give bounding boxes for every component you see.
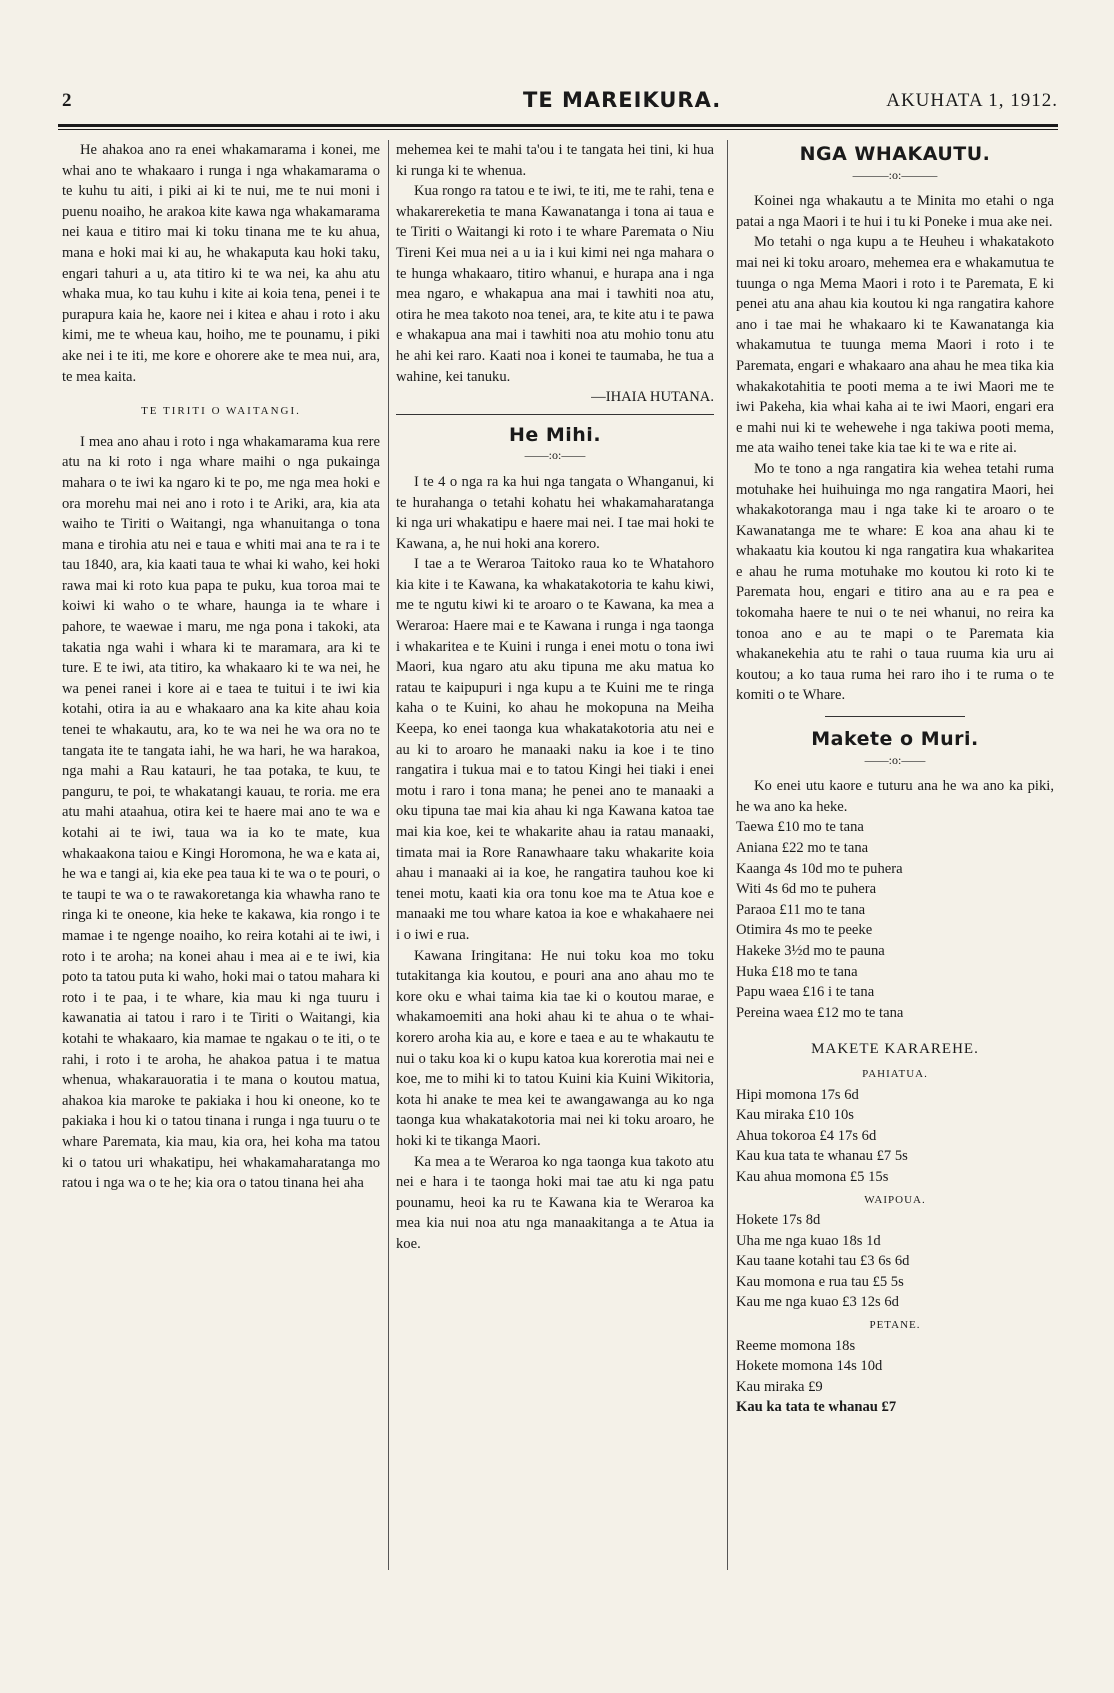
town-subheading: PETANE. — [869, 1319, 921, 1332]
price-item: Reeme momona 18s — [736, 1337, 856, 1354]
price-item: Taewa £10 mo te tana — [736, 819, 864, 836]
column-3 — [736, 140, 1054, 1418]
masthead-rule — [58, 124, 1058, 127]
price-item: Kau momona e rua tau £5 5s — [736, 1273, 904, 1290]
price-item: Otimira 4s mo te peeke — [736, 922, 873, 939]
column-2 — [396, 140, 714, 1254]
masthead-rule-thin — [58, 129, 1058, 130]
price-item: Hokete momona 14s 10d — [736, 1358, 883, 1375]
article-paragraph: Kawana Iringitana: He nui toku koa mo toku tutakitanga kia koutou, e pouri ana ano ahau mo te kore oku e whai taima kia tae ki o koutou marae, e whakamoemiti ana hoki ahau ki te ahua o te whai-korero aroha kia au, e kore e taea e au te whakautu te nui o taku koa ki o kupu katoa kua korerotia mai nei e koe, me to mihi ki to tatou Kuini kia Kuini Wikitoria, kota hi anake te mea kei te awangawanga au ko nga taonga kua whakatakotoria mai nei ki toku aroaro, he hoki ki te tikanga Maori. — [396, 947, 714, 1149]
price-item: Kau kua tata te whanau £7 5s — [736, 1148, 908, 1165]
town-subheading: PAHIATUA. — [862, 1067, 928, 1080]
issue-date: AKUHATA 1, 1912. — [886, 90, 1058, 111]
price-list — [736, 1085, 1054, 1188]
price-item: Kau taane kotahi tau £3 6s 6d — [736, 1253, 910, 1270]
article-paragraph: I tae a te Weraroa Taitoko raua ko te Whatahoro kia kite i te Kawana, ka whakatakotoria te kahu kiwi, me te ngutu kiwi ki te aroaro o te Kawana, ka mea a Weraroa: Haere mai e te Kawana i runga i nga taonga i whakaritea e te Kuini i runga i enei motu o tona iwi Maori, kua ngaro atu aku tipuna me aku matua ko ratau te kaipupuri i nga kupu a te Kuini me te ringa kaha o te Kuini, ko ahau he mokopuna na Meiha Keepa, ko enei taonga kua whakatakotoria atu nei e au ki to aroaro he manaaki naku ia koe i te tino rangatira i tukua mai e to tatou Kingi hei tiaki i enei motu i raro i tona mana; he penei ano te manaaki a oku tipuna tae mai kia ahau ki nga Kawana katoa tae mai kia koe, kei te whakarite ahau ia ratau manaaki, timata mai ia Rore Ranawhaare taku whakarite koia ahau i manaaki ai ia koe, he rangatira tauhou koe ki tenei motu, kaati kia ora tonu koe ma te Atua koe e manaaki me tou whare katoa ia koe e whakahaere nei i o iwi e rua. — [396, 556, 714, 943]
price-item: Kau me nga kuao £3 12s 6d — [736, 1294, 899, 1311]
price-list — [736, 817, 1054, 1023]
price-list — [736, 1210, 1054, 1313]
price-item: Kau miraka £9 — [736, 1378, 823, 1395]
newspaper-title: TE MAREIKURA. — [523, 88, 722, 112]
section-heading: He Mihi. — [508, 423, 602, 446]
masthead — [58, 88, 1058, 118]
price-item: Uha me nga kuao 18s 1d — [736, 1232, 881, 1249]
section-heading: Makete o Muri. — [811, 728, 979, 751]
section-divider — [825, 716, 965, 717]
heading-ornament: ———:o:——— — [852, 167, 938, 182]
column-1 — [62, 140, 380, 1194]
price-item: Kaanga 4s 10d mo te puhera — [736, 860, 903, 877]
price-item: Ahua tokoroa £4 17s 6d — [736, 1127, 877, 1144]
town-subheading: WAIPOUA. — [864, 1193, 926, 1206]
column-divider — [727, 140, 728, 1570]
price-item: Hipi momona 17s 6d — [736, 1086, 859, 1103]
price-item: Aniana £22 mo te tana — [736, 840, 869, 856]
article-paragraph: Ko enei utu kaore e tuturu ana he wa ano ka piki, he wa ano ka heke. — [736, 778, 1054, 815]
heading-ornament: ——:o:—— — [524, 448, 586, 463]
article-paragraph: Mo tetahi o nga kupu a te Heuheu i whakatakoto mai nei ki toku aroaro, mehemea era e whakamutua te tuunga o nga Mema Maori i roto i te Paremata, E ki penei atu ana ahau kia koutou ki nga rangatira kahore ano i tae mai he whakaaro ki te Kawanatanga kia whakamutua te tuunga mema Maori i roto i te Paremata, engari e whakaaro ana ahau he mea tika kia whakakotahitia te pooti mema a te iwi Maori me te iwi Pakeha, kia whai kaha ai te iwi Maori, engari era e mahi nui ki te wehewehe i nga takiwa pooti mema, me ata waiho tenei take kia tae ki te wa e rite ai. — [736, 234, 1054, 457]
author-signature: —IHAIA HUTANA. — [591, 389, 714, 406]
price-item: Kau ahua momona £5 15s — [736, 1168, 889, 1185]
price-item: Huka £18 mo te tana — [736, 963, 858, 980]
article-paragraph: Kua rongo ra tatou e te iwi, te iti, me te rahi, tena e whakarereketia te mana Kawanatanga i tona ai taua e te Tiriti o Waitangi ki roto i te whare Paremata o Niu Tireni Kei mua nei a u ia i kui kimi nei nga mahara o te hunga whakaaro, titiro whanui, e hurapa ana i nga mea ngaro, e whakapua ana mai i tawhiti noa atu, otira he mea takoto noa tenei, ara, te kite atu i te pawa e whakapua ana mai i tawhiti noa atu mohio tonu atu he ahi kei raro. Kaati noa i konei te taumaba, he tua a wahine, kei tanuku. — [396, 183, 714, 385]
price-item: Paraoa £11 mo te tana — [736, 901, 866, 918]
article-paragraph: Ka mea a te Weraroa ko nga taonga kua takoto atu nei e hara i te taonga hoki mai tae atu ki nga patu pounamu, heoi ka ru te Kawana kia te Weraroa ka mea kia nui noa atu nga manaakitanga a te Atua ia koe. — [396, 1153, 714, 1252]
heading-ornament: ——:o:—— — [864, 752, 926, 767]
price-item: Papu waea £16 i te tana — [736, 984, 875, 1001]
price-item: Witi 4s 6d mo te puhera — [736, 881, 877, 898]
price-item: Pereina waea £12 mo te tana — [736, 1004, 904, 1021]
section-heading: MAKETE KARAREHE. — [811, 1041, 979, 1058]
section-heading: NGA WHAKAUTU. — [799, 143, 991, 165]
price-list — [736, 1336, 1054, 1418]
article-paragraph: mehemea kei te mahi ta'ou i te tangata hei tini, ki hua ki runga ki te whenua. — [396, 142, 714, 179]
price-item: Kau ka tata te whanau £7 — [736, 1399, 897, 1416]
article-paragraph: Koinei nga whakautu a te Minita mo etahi o nga patai a nga Maori i te hui i tu ki Poneke i mua ake nei. — [736, 193, 1054, 230]
price-item: Hakeke 3½d mo te pauna — [736, 942, 885, 959]
article-paragraph: I te 4 o nga ra ka hui nga tangata o Whanganui, ki te hurahanga o tetahi kohatu hei whakamaharatanga ki nga uri whakatipu e haere mai nei. I tae mai hoki te Kawana, a, he nui hoki ana korero. — [396, 473, 714, 552]
column-divider — [388, 140, 389, 1570]
page-number: 2 — [62, 90, 72, 111]
article-divider — [396, 414, 714, 415]
section-subheading: TE TIRITI O WAITANGI. — [141, 405, 301, 418]
price-item: Kau miraka £10 10s — [736, 1107, 854, 1124]
article-paragraph: He ahakoa ano ra enei whakamarama i konei, me whai ano te whakaaro i runga i nga whakamarama o te kuhu tu aiti, i piki ai ki te nui, me te nui moni i puenu noaiho, he arakoa kite kawa nga whakamarama nei kaua e titiro mai ki toku tinana me te ku ahua, mana e hoki mai ki au, he whakaputa kau hoki taku, engari tahuri a u, ata titiro ki te wa nei, ka ahu atu whaka mua, ko tau kuhu i kite ai koia tena, penei i te purapura kaia he, kaore nei i kitea e ahau i roto i aku kimi, me te wheua kau, hoiho, me te pounamu, i piki ake nei i te iti, me kore e ohorere ake te mea nui, ara, te mea kaita. — [62, 142, 380, 385]
price-item: Hokete 17s 8d — [736, 1212, 821, 1229]
article-paragraph: Mo te tono a nga rangatira kia wehea tetahi ruma motuhake hei huihuinga mo nga rangatira Maori, hei whakakotoranga mau i nga take ki te aroaro o te Kawanatanga me te whare: E koa ana ahau ki te whakaatu kia koutou ki nga rangatira kua whakaritea e ahau he ruma motuhake mo koutou ki roto ki te Paremata hou, engari e titiro ana au e ra pea e tokomaha haere te nui o te nei whanui, no reira ka tonoa ano e au te mapi o te Paremata kia whakanekehia atu te rahi o taua ruuma kia uru ai koutou; a ko taua ruma hei raro iho i te ruma o te komiti o te Whare. — [736, 460, 1054, 704]
article-paragraph: I mea ano ahau i roto i nga whakamarama kua rere atu na ki roto i nga whare maihi o nga pukainga mahara o te iwi ka ngaro ki te po, me nga mea hoki e ora morehu mai nei ano i roto i te Ariki, ara, kia ata waiho te Tiriti o Waitangi, nga whanuitanga o tona mana e tirohia atu nei e taua e whiti mai ana te ra i te tau 1840, ara, kia kaati taua te whai ki waho, kei hoki rawa mai ki roto kua papa te puku, kua toroa mai te koiwi ki waho o te whare, haunga ia te whare i pahore, te waewae i maru, me nga pona i takoki, ata takatia nga wahi i whara ki te maramara, ara ki te ture. E te iwi, ata titiro, ka whakaaro ki te wa nei, he wa penei ranei i kore ai e taea te tuitui i te iwi kia kotahi, otira ia au e whakaaro ana ka kite ahau koia tenei te whakautu, ara, ko te wa nei he wa ora no te tangata ite te tangata iahi, he wa hari, he wa harakoa, nga mahi a Rau katauri, he taa potaka, te kuu, te panguru, te poi, te whakatangi kauau, te roria. me era atu mahi ataahua, otira kei te haere mai ano te wa e kotahi ai te iwi, taua wa ia ko te mate, kua whakaakona taiou e Kingi Horomona, he wa e kata ai, he wa e tangi ai, kia eke pea taua ki te wa o te pouri, o te taupi te wa o te rawakoretanga kia whawha rano te ringa ki te oneone, kia heke te kakawa, kia rongo i te mamae i te ngenge noaiho, ko reira kotahi ai te iwi, i roto i te aroha; na konei ahau i mea ai e te iwi, kia poto ta tatou puta ki waho, hoki mai o tatou mahara ki roto i te paa, i te whare, kia mau ki nga tuuru i kawanatia ai tatou i raro i te Tiriti o Waitangi, kia kotahi te whakaaro, kia mamae te ngakau o te iti, o te rahi, i roto i te aroha, he ahakoa patua i te matua whenua, whakarauoratia i te mana o koutou matua, ahakoa kia maroke te pakiaka i hou ki oneone, ko te pakiaka i hou ki o tatou tinana i runga i nga tuuru o te whare Paremata, kia mau, kia ora, hei koha ma tatou ki o tatou uri whakatipu, hei whakamaharatanga mo ratou i nga wa o te he; kia ora o tatou tinana hei aha — [62, 433, 380, 1192]
